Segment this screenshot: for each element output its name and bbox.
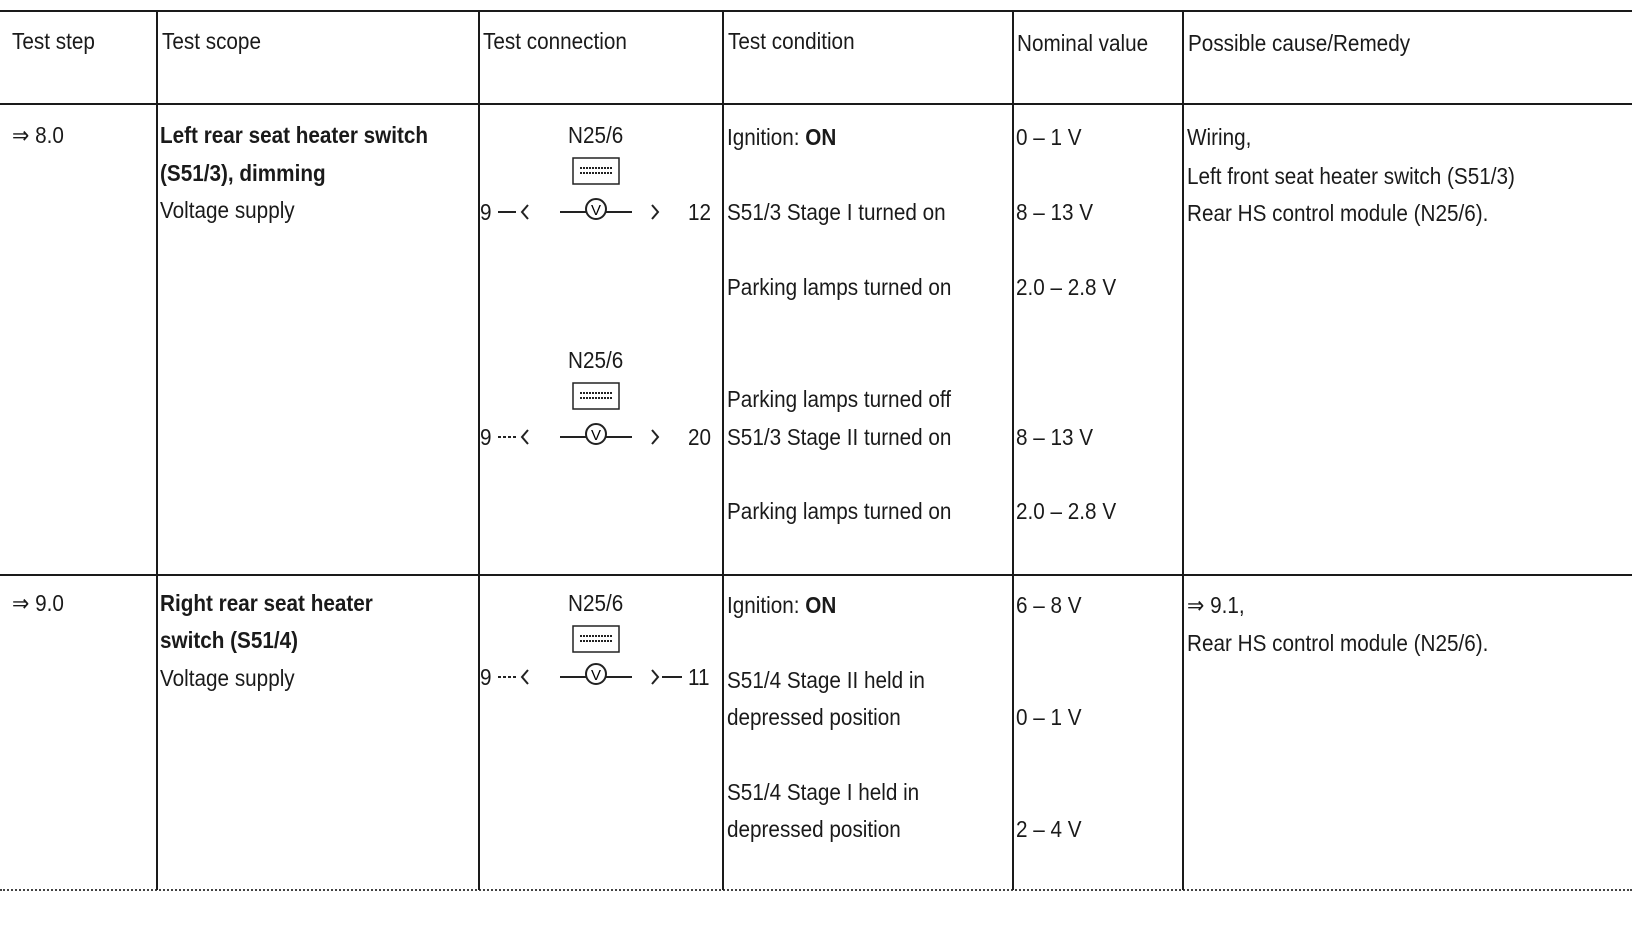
col-divider-nominal	[1012, 10, 1014, 890]
left-pin: 9	[480, 664, 492, 690]
row-8-scope-title-2: (S51/3), dimming	[160, 160, 326, 186]
header-test-connection: Test connection	[483, 28, 627, 54]
row-8-condition-6: Parking lamps turned on	[727, 498, 952, 524]
header-test-condition: Test condition	[728, 28, 855, 54]
table-bottom-rule	[0, 889, 1632, 891]
svg-text:V: V	[591, 667, 602, 684]
voltmeter-diagram-icon	[480, 347, 720, 444]
header-nominal-value: Nominal value	[1017, 30, 1149, 56]
module-label: N25/6	[568, 122, 624, 148]
row-9-step: ⇒ 9.0	[12, 590, 64, 616]
svg-text:V: V	[591, 202, 602, 219]
row-8-scope-text: Voltage supply	[160, 197, 295, 223]
header-test-step: Test step	[12, 28, 95, 54]
right-pin: 20	[688, 424, 712, 450]
svg-text:V: V	[591, 427, 602, 444]
voltmeter-diagram-icon	[480, 590, 720, 684]
row-divider	[0, 574, 1632, 576]
row-8-cause-1: Wiring,	[1187, 124, 1252, 150]
row-9-condition-4: S51/4 Stage I held in	[727, 779, 920, 805]
row-8-step: ⇒ 8.0	[12, 122, 64, 148]
left-pin: 9	[480, 199, 492, 225]
row-9-condition-3: depressed position	[727, 704, 901, 730]
row-9-condition-2: S51/4 Stage II held in	[727, 667, 925, 693]
col-divider-condition	[722, 10, 724, 890]
row-8-scope-title-1: Left rear seat heater switch	[160, 122, 429, 148]
row-8-condition-4: Parking lamps turned off	[727, 386, 952, 412]
row-9-cause-2: Rear HS control module (N25/6).	[1187, 630, 1489, 656]
header-possible-cause: Possible cause/Remedy	[1188, 30, 1411, 56]
right-pin: 12	[688, 199, 712, 225]
row-8-condition-3: Parking lamps turned on	[727, 274, 952, 300]
row-9-condition-1: Ignition: ON	[727, 592, 837, 618]
row-8-nominal-1: 0 – 1 V	[1016, 124, 1082, 150]
module-label: N25/6	[568, 347, 624, 373]
row-8-nominal-3: 2.0 – 2.8 V	[1016, 274, 1117, 300]
row-9-cause-1: ⇒ 9.1,	[1187, 592, 1245, 618]
header-bottom-rule	[0, 103, 1632, 105]
row-9-nominal-3: 2 – 4 V	[1016, 816, 1082, 842]
col-divider-cause	[1182, 10, 1184, 890]
row-8-cause-2: Left front seat heater switch (S51/3)	[1187, 163, 1515, 189]
row-8-condition-1: Ignition: ON	[727, 124, 837, 150]
row-8-nominal-2: 8 – 13 V	[1016, 199, 1094, 225]
left-pin: 9	[480, 424, 492, 450]
row-9-nominal-1: 6 – 8 V	[1016, 592, 1082, 618]
row-9-condition-5: depressed position	[727, 816, 901, 842]
module-label: N25/6	[568, 590, 624, 616]
row-8-connection-2	[480, 347, 720, 450]
row-9-scope-title-1: Right rear seat heater	[160, 590, 373, 616]
row-8-connection-1	[480, 122, 720, 225]
row-8-nominal-4: 8 – 13 V	[1016, 424, 1094, 450]
row-8-nominal-5: 2.0 – 2.8 V	[1016, 498, 1117, 524]
right-pin: 11	[688, 664, 710, 690]
row-9-nominal-2: 0 – 1 V	[1016, 704, 1082, 730]
table-top-rule	[0, 10, 1632, 12]
row-8-condition-2: S51/3 Stage I turned on	[727, 199, 946, 225]
row-9-scope-text: Voltage supply	[160, 665, 295, 691]
voltmeter-diagram-icon	[480, 122, 720, 219]
row-8-condition-5: S51/3 Stage II turned on	[727, 424, 952, 450]
row-9-connection-1	[480, 590, 720, 690]
header-test-scope: Test scope	[162, 28, 261, 54]
col-divider-scope	[156, 10, 158, 890]
row-8-cause-3: Rear HS control module (N25/6).	[1187, 200, 1489, 226]
row-9-scope-title-2: switch (S51/4)	[160, 627, 299, 653]
